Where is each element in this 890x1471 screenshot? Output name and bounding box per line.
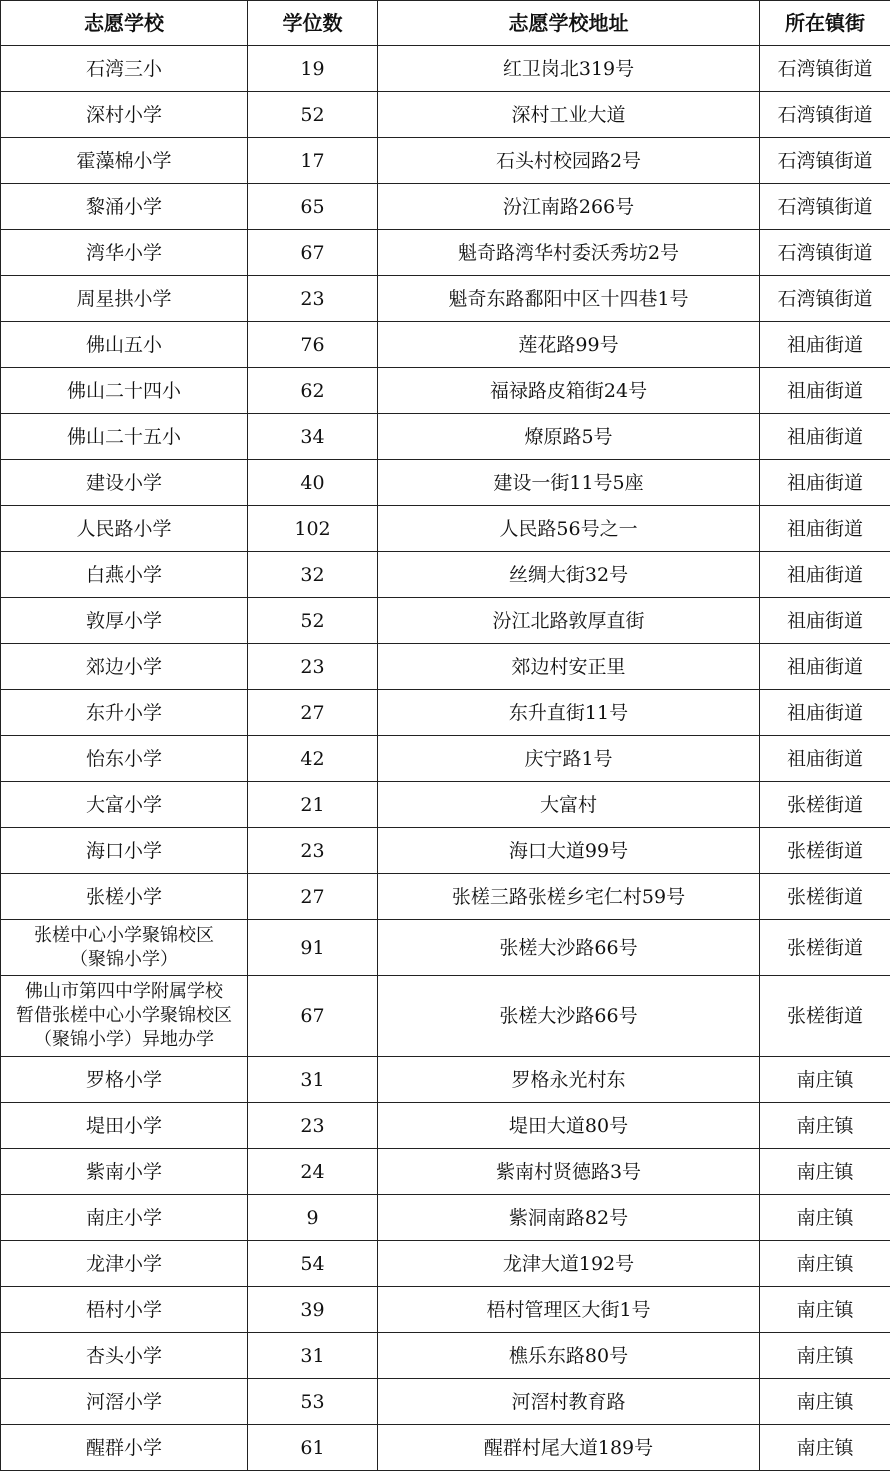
school-cell: 佛山五小 bbox=[1, 322, 248, 368]
seats-cell: 9 bbox=[248, 1195, 378, 1241]
school-cell: 周星拱小学 bbox=[1, 276, 248, 322]
seats-cell: 40 bbox=[248, 460, 378, 506]
table-row bbox=[1, 1333, 890, 1379]
town-cell: 石湾镇街道 bbox=[760, 230, 890, 276]
seats-cell: 31 bbox=[248, 1333, 378, 1379]
seats-cell: 27 bbox=[248, 690, 378, 736]
table-row bbox=[1, 874, 890, 920]
seats-cell: 39 bbox=[248, 1287, 378, 1333]
address-cell: 石头村校园路2号 bbox=[378, 138, 760, 184]
seats-cell: 21 bbox=[248, 782, 378, 828]
town-cell: 南庄镇 bbox=[760, 1057, 890, 1103]
town-cell: 南庄镇 bbox=[760, 1241, 890, 1287]
town-cell: 祖庙街道 bbox=[760, 322, 890, 368]
header-seats: 学位数 bbox=[248, 1, 378, 46]
seats-cell: 23 bbox=[248, 644, 378, 690]
table-body bbox=[1, 46, 890, 1471]
seats-cell: 27 bbox=[248, 874, 378, 920]
school-cell: 醒群小学 bbox=[1, 1425, 248, 1471]
town-cell: 祖庙街道 bbox=[760, 552, 890, 598]
table-row bbox=[1, 552, 890, 598]
town-cell: 南庄镇 bbox=[760, 1195, 890, 1241]
address-cell: 汾江北路敦厚直街 bbox=[378, 598, 760, 644]
table-row bbox=[1, 736, 890, 782]
table-row bbox=[1, 644, 890, 690]
town-cell: 祖庙街道 bbox=[760, 644, 890, 690]
town-cell: 石湾镇街道 bbox=[760, 184, 890, 230]
table-row bbox=[1, 414, 890, 460]
address-cell: 福禄路皮箱街24号 bbox=[378, 368, 760, 414]
school-cell: 东升小学 bbox=[1, 690, 248, 736]
address-cell: 樵乐东路80号 bbox=[378, 1333, 760, 1379]
school-cell: 郊边小学 bbox=[1, 644, 248, 690]
table-row bbox=[1, 1287, 890, 1333]
table-row bbox=[1, 1103, 890, 1149]
town-cell: 石湾镇街道 bbox=[760, 92, 890, 138]
seats-cell: 54 bbox=[248, 1241, 378, 1287]
address-cell: 河滘村教育路 bbox=[378, 1379, 760, 1425]
town-cell: 张槎街道 bbox=[760, 828, 890, 874]
school-cell: 石湾三小 bbox=[1, 46, 248, 92]
seats-cell: 76 bbox=[248, 322, 378, 368]
table-row bbox=[1, 1379, 890, 1425]
table-row bbox=[1, 1057, 890, 1103]
school-cell: 白燕小学 bbox=[1, 552, 248, 598]
seats-cell: 23 bbox=[248, 828, 378, 874]
town-cell: 南庄镇 bbox=[760, 1287, 890, 1333]
table-row bbox=[1, 230, 890, 276]
school-cell: 堤田小学 bbox=[1, 1103, 248, 1149]
table-header bbox=[1, 1, 890, 46]
address-cell: 汾江南路266号 bbox=[378, 184, 760, 230]
address-cell: 梧村管理区大街1号 bbox=[378, 1287, 760, 1333]
seats-cell: 102 bbox=[248, 506, 378, 552]
header-address: 志愿学校地址 bbox=[378, 1, 760, 46]
address-cell: 海口大道99号 bbox=[378, 828, 760, 874]
town-cell: 张槎街道 bbox=[760, 874, 890, 920]
address-cell: 张槎三路张槎乡宅仁村59号 bbox=[378, 874, 760, 920]
school-cell: 大富小学 bbox=[1, 782, 248, 828]
school-cell: 霍藻棉小学 bbox=[1, 138, 248, 184]
table-row bbox=[1, 92, 890, 138]
seats-cell: 52 bbox=[248, 92, 378, 138]
table-row bbox=[1, 276, 890, 322]
address-cell: 燎原路5号 bbox=[378, 414, 760, 460]
table-row bbox=[1, 138, 890, 184]
town-cell: 张槎街道 bbox=[760, 976, 890, 1057]
table-row bbox=[1, 690, 890, 736]
town-cell: 祖庙街道 bbox=[760, 736, 890, 782]
school-cell: 佛山市第四中学附属学校 暂借张槎中心小学聚锦校区 （聚锦小学）异地办学 bbox=[1, 976, 248, 1057]
town-cell: 祖庙街道 bbox=[760, 506, 890, 552]
table-row bbox=[1, 828, 890, 874]
address-cell: 莲花路99号 bbox=[378, 322, 760, 368]
table-row bbox=[1, 1241, 890, 1287]
seats-cell: 42 bbox=[248, 736, 378, 782]
town-cell: 祖庙街道 bbox=[760, 414, 890, 460]
table-row bbox=[1, 1425, 890, 1471]
address-cell: 魁奇东路鄱阳中区十四巷1号 bbox=[378, 276, 760, 322]
address-cell: 紫南村贤德路3号 bbox=[378, 1149, 760, 1195]
seats-cell: 23 bbox=[248, 276, 378, 322]
address-cell: 魁奇路湾华村委沃秀坊2号 bbox=[378, 230, 760, 276]
seats-cell: 65 bbox=[248, 184, 378, 230]
address-cell: 丝绸大街32号 bbox=[378, 552, 760, 598]
seats-cell: 61 bbox=[248, 1425, 378, 1471]
address-cell: 建设一街11号5座 bbox=[378, 460, 760, 506]
town-cell: 南庄镇 bbox=[760, 1333, 890, 1379]
school-cell: 河滘小学 bbox=[1, 1379, 248, 1425]
school-cell: 湾华小学 bbox=[1, 230, 248, 276]
address-cell: 龙津大道192号 bbox=[378, 1241, 760, 1287]
school-cell: 建设小学 bbox=[1, 460, 248, 506]
school-cell: 深村小学 bbox=[1, 92, 248, 138]
school-cell: 黎涌小学 bbox=[1, 184, 248, 230]
table-row bbox=[1, 184, 890, 230]
school-cell: 梧村小学 bbox=[1, 1287, 248, 1333]
table-row bbox=[1, 322, 890, 368]
town-cell: 祖庙街道 bbox=[760, 690, 890, 736]
seats-cell: 19 bbox=[248, 46, 378, 92]
school-cell: 杏头小学 bbox=[1, 1333, 248, 1379]
table-row bbox=[1, 976, 890, 1057]
seats-cell: 53 bbox=[248, 1379, 378, 1425]
table-row bbox=[1, 598, 890, 644]
town-cell: 祖庙街道 bbox=[760, 368, 890, 414]
town-cell: 祖庙街道 bbox=[760, 460, 890, 506]
table-row bbox=[1, 920, 890, 976]
table-row bbox=[1, 782, 890, 828]
town-cell: 张槎街道 bbox=[760, 920, 890, 976]
table-row bbox=[1, 460, 890, 506]
address-cell: 深村工业大道 bbox=[378, 92, 760, 138]
school-cell: 佛山二十五小 bbox=[1, 414, 248, 460]
address-cell: 张槎大沙路66号 bbox=[378, 976, 760, 1057]
seats-cell: 52 bbox=[248, 598, 378, 644]
seats-cell: 91 bbox=[248, 920, 378, 976]
school-cell: 人民路小学 bbox=[1, 506, 248, 552]
table-row bbox=[1, 1195, 890, 1241]
table-row bbox=[1, 368, 890, 414]
school-cell: 海口小学 bbox=[1, 828, 248, 874]
seats-cell: 34 bbox=[248, 414, 378, 460]
school-cell: 佛山二十四小 bbox=[1, 368, 248, 414]
address-cell: 张槎大沙路66号 bbox=[378, 920, 760, 976]
seats-cell: 24 bbox=[248, 1149, 378, 1195]
town-cell: 石湾镇街道 bbox=[760, 276, 890, 322]
address-cell: 东升直街11号 bbox=[378, 690, 760, 736]
address-cell: 红卫岗北319号 bbox=[378, 46, 760, 92]
seats-cell: 32 bbox=[248, 552, 378, 598]
school-cell: 紫南小学 bbox=[1, 1149, 248, 1195]
town-cell: 南庄镇 bbox=[760, 1103, 890, 1149]
town-cell: 南庄镇 bbox=[760, 1149, 890, 1195]
header-school: 志愿学校 bbox=[1, 1, 248, 46]
address-cell: 罗格永光村东 bbox=[378, 1057, 760, 1103]
address-cell: 人民路56号之一 bbox=[378, 506, 760, 552]
school-cell: 龙津小学 bbox=[1, 1241, 248, 1287]
seats-cell: 31 bbox=[248, 1057, 378, 1103]
address-cell: 紫洞南路82号 bbox=[378, 1195, 760, 1241]
seats-cell: 67 bbox=[248, 976, 378, 1057]
address-cell: 醒群村尾大道189号 bbox=[378, 1425, 760, 1471]
town-cell: 张槎街道 bbox=[760, 782, 890, 828]
address-cell: 庆宁路1号 bbox=[378, 736, 760, 782]
header-row bbox=[1, 1, 890, 46]
seats-cell: 23 bbox=[248, 1103, 378, 1149]
town-cell: 石湾镇街道 bbox=[760, 46, 890, 92]
school-cell: 南庄小学 bbox=[1, 1195, 248, 1241]
address-cell: 郊边村安正里 bbox=[378, 644, 760, 690]
table-row bbox=[1, 46, 890, 92]
seats-cell: 17 bbox=[248, 138, 378, 184]
town-cell: 南庄镇 bbox=[760, 1379, 890, 1425]
town-cell: 南庄镇 bbox=[760, 1425, 890, 1471]
school-cell: 罗格小学 bbox=[1, 1057, 248, 1103]
address-cell: 大富村 bbox=[378, 782, 760, 828]
town-cell: 祖庙街道 bbox=[760, 598, 890, 644]
school-cell: 敦厚小学 bbox=[1, 598, 248, 644]
school-cell: 张槎中心小学聚锦校区 （聚锦小学） bbox=[1, 920, 248, 976]
school-cell: 张槎小学 bbox=[1, 874, 248, 920]
town-cell: 石湾镇街道 bbox=[760, 138, 890, 184]
header-town: 所在镇街 bbox=[760, 1, 890, 46]
address-cell: 堤田大道80号 bbox=[378, 1103, 760, 1149]
seats-cell: 67 bbox=[248, 230, 378, 276]
table-row bbox=[1, 1149, 890, 1195]
school-cell: 怡东小学 bbox=[1, 736, 248, 782]
table-row bbox=[1, 506, 890, 552]
seats-cell: 62 bbox=[248, 368, 378, 414]
